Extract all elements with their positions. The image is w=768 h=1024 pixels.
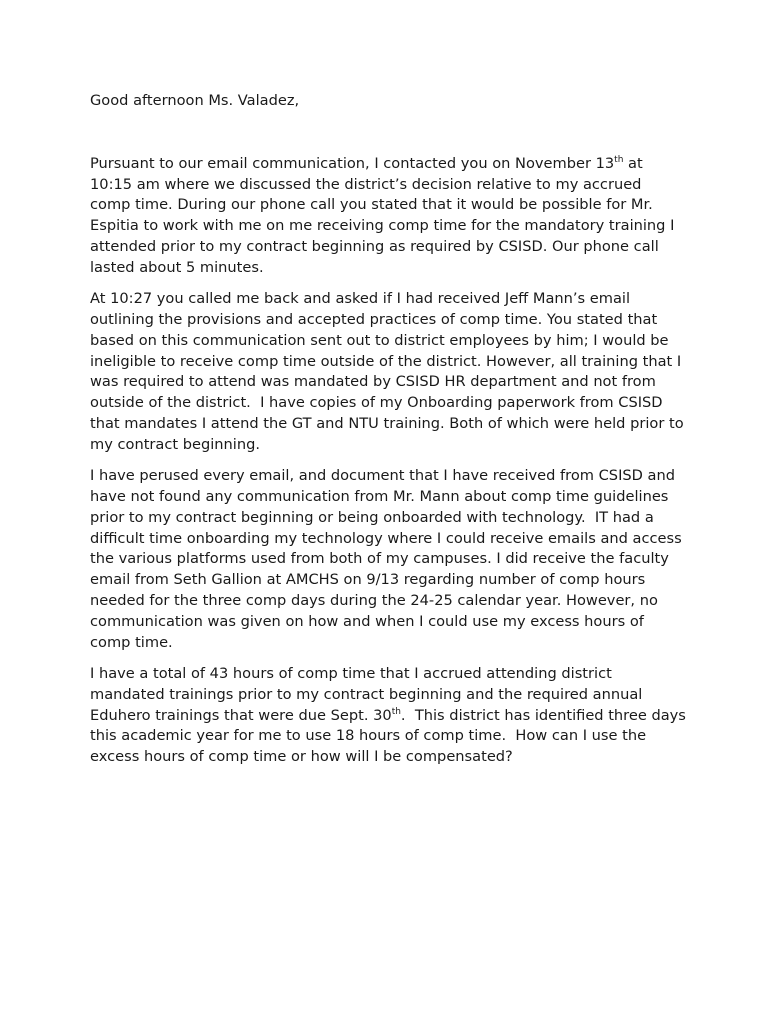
paragraph-4-text-b: . This district has identified three days this academic year for me to use 18 hours of comp time. How can I use the excess hours of comp time or how will I be compensated?: [90, 706, 686, 766]
paragraph-4: [90, 664, 686, 768]
paragraph-2: At 10:27 you called me back and asked if I had received Jeff Mann’s email outlining the provisions and accepted practices of comp time. You stated that based on this communication sent out to district employees by him; I would be ineligible to receive comp time outside of the district. However, all training that I was required to attend was mandated by CSISD HR department and not from outside of the district. I have copies of my Onboarding paperwork from CSISD that mandates I attend the GT and NTU training. Both of which were held prior to my contract beginning.: [90, 290, 684, 453]
paragraph-3: I have perused every email, and document that I have received from CSISD and have not found any communication from Mr. Mann about comp time guidelines prior to my contract beginning or being onboarded with technology. IT had a difficult time onboarding my technology where I could receive emails and access the various platforms used from both of my campuses. I did receive the faculty email from Seth Gallion at AMCHS on 9/13 regarding number of comp hours needed for the three comp days during the 24-25 calendar year. However, no communication was given on how and when I could use my excess hours of comp time.: [90, 467, 682, 651]
paragraph-1-text-b: at 10:15 am where we discussed the district’s decision relative to my accrued comp time. During our phone call you stated that it would be possible for Mr. Espitia to work with me on me receiving comp time for the mandatory training I attended prior to my contract beginning as required by CSISD. Our phone call lasted about 5 minutes.: [90, 154, 675, 276]
paragraph-4-text-a: I have a total of 43 hours of comp time that I accrued attending district mandated trainings prior to my contract beginning and the required annual Eduhero trainings that were due Sept. 30: [90, 664, 643, 724]
paragraph-1: [90, 154, 686, 279]
ordinal-suffix: th: [391, 706, 401, 717]
letter-greeting: Good afternoon Ms. Valadez,: [90, 92, 300, 109]
paragraph-1-text-a: Pursuant to our email communication, I contacted you on November 13: [90, 154, 615, 172]
ordinal-suffix: th: [614, 154, 624, 165]
letter-body: [90, 91, 686, 778]
